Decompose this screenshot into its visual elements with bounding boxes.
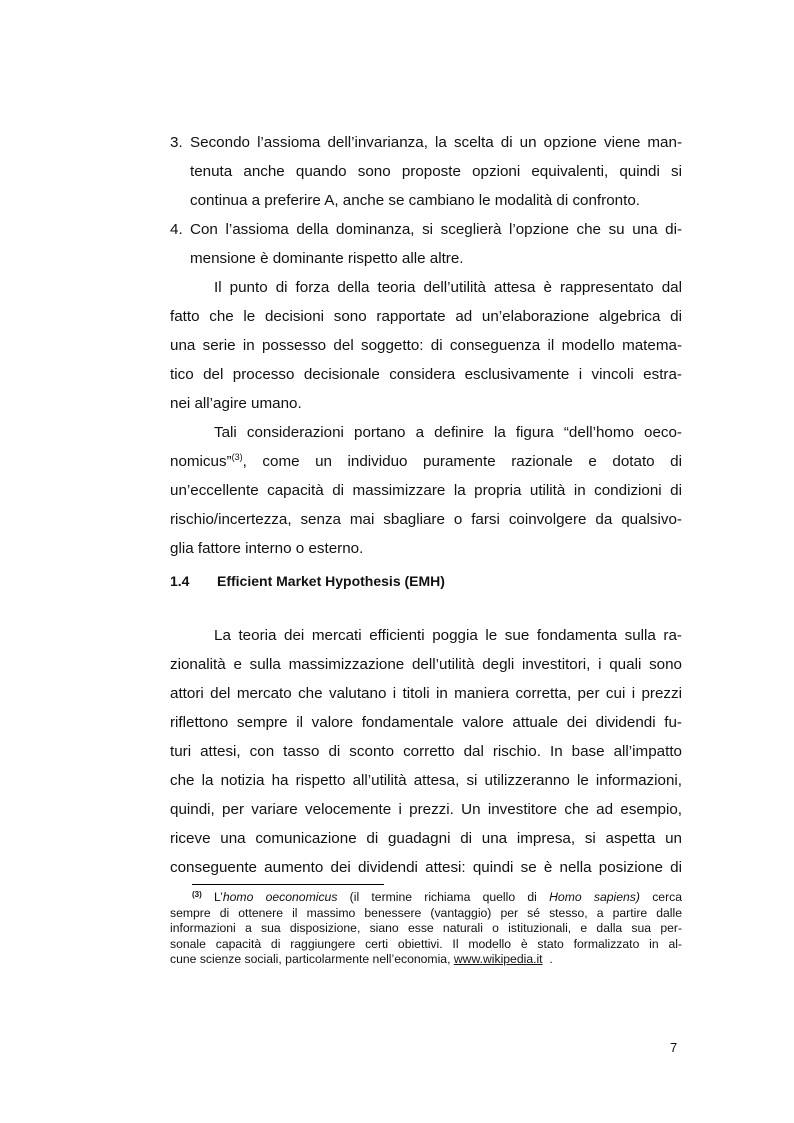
paragraph-line: un’eccellente capacità di massimizzare la propria utilità in condizioni di <box>170 482 682 499</box>
paragraph-line: glia fattore interno o esterno. <box>170 540 364 557</box>
wikipedia-link[interactable]: www.wikipedia.it <box>453 952 543 966</box>
footnote <box>170 890 682 968</box>
paragraph-line: tico del processo decisionale considera esclusivamente i vincoli estra- <box>170 366 682 383</box>
paragraph-line: riceve una comunicazione di guadagni di una impresa, si aspetta un <box>170 830 682 847</box>
paragraph-line: Tali considerazioni portano a definire la figura “dell’homo oeco- <box>214 424 682 441</box>
list-number: 4. <box>170 221 183 238</box>
footnote-separator <box>192 884 384 885</box>
footnote-line: cune scienze sociali, particolarmente nell’economia, www.wikipedia.it . <box>170 952 553 966</box>
paragraph-line: quindi, per variare velocemente i prezzi. Un investitore che ad esempio, <box>170 801 682 818</box>
paragraph-line: nomicus”$^{(3)}$, come un individuo puramente razionale e dotato di <box>170 452 682 470</box>
section-title: Efficient Market Hypothesis (EMH) <box>217 573 445 589</box>
paragraph-utility-strength <box>170 273 682 418</box>
footnote-line: $^{(3)}$ L’homo oeconomicus (il termine richiama quello di Homo sapiens) cerca <box>192 890 683 904</box>
list-text-line: Con l’assioma della dominanza, si sceglierà l’opzione che su una di- <box>190 221 682 238</box>
footnote-marker: (3) <box>231 452 243 462</box>
list-item-4 <box>170 215 682 273</box>
section-number: 1.4 <box>170 573 190 589</box>
paragraph-line: rischio/incertezza, senza mai sbagliare o farsi coinvolgere da qualsivo- <box>170 511 682 528</box>
footnote-number: (3) <box>192 890 202 899</box>
paragraph-line: nei all’agire umano. <box>170 395 302 412</box>
paragraph-line: una serie in possesso del soggetto: di conseguenza il modello matema- <box>170 337 682 354</box>
paragraph-line: attori del mercato che valutano i titoli in maniera corretta, per cui i prezzi <box>170 685 682 702</box>
paragraph-emh <box>170 621 682 882</box>
page-body <box>170 128 682 876</box>
list-text-line: Secondo l’assioma dell’invarianza, la scelta di un opzione viene man- <box>190 134 682 151</box>
section-heading <box>170 573 445 589</box>
list-text-line: tenuta anche quando sono proposte opzioni equivalenti, quindi si <box>190 163 682 180</box>
footnote-line: sonale capacità di raggiungere certi obiettivi. Il modello è stato formalizzato in al- <box>170 936 682 951</box>
page-number: 7 <box>670 1040 678 1055</box>
paragraph-line: fatto che le decisioni sono rapportate ad un’elaborazione algebrica di <box>170 308 682 325</box>
footnote-line: informazioni a sua disposizione, siano esse naturali o istituzionali, e dalla sua per- <box>170 921 682 935</box>
paragraph-line: conseguente aumento dei dividendi attesi: quindi se è nella posizione di <box>170 859 682 876</box>
list-number: 3. <box>170 134 183 151</box>
list-item-3 <box>170 128 682 215</box>
paragraph-homo-oeconomicus <box>170 418 682 563</box>
footnote-line: sempre di ottenere il massimo benessere (vantaggio) per sé stesso, a partire dalle <box>170 905 682 920</box>
paragraph-line: che la notizia ha rispetto all’utilità attesa, si utilizzeranno le informazioni, <box>170 772 682 789</box>
paragraph-line: Il punto di forza della teoria dell’utilità attesa è rappresentato dal <box>214 279 682 296</box>
paragraph-line: zionalità e sulla massimizzazione dell’utilità degli investitori, i quali sono <box>170 656 682 673</box>
paragraph-line: riflettono sempre il valore fondamentale valore attuale dei dividendi fu- <box>170 714 682 731</box>
paragraph-line: turi attesi, con tasso di sconto corretto dal rischio. In base all’impatto <box>170 743 682 760</box>
paragraph-line: La teoria dei mercati efficienti poggia le sue fondamenta sulla ra- <box>214 627 682 644</box>
list-text-line: continua a preferire A, anche se cambiano le modalità di confronto. <box>190 192 640 209</box>
list-text-line: mensione è dominante rispetto alle altre. <box>190 250 464 267</box>
